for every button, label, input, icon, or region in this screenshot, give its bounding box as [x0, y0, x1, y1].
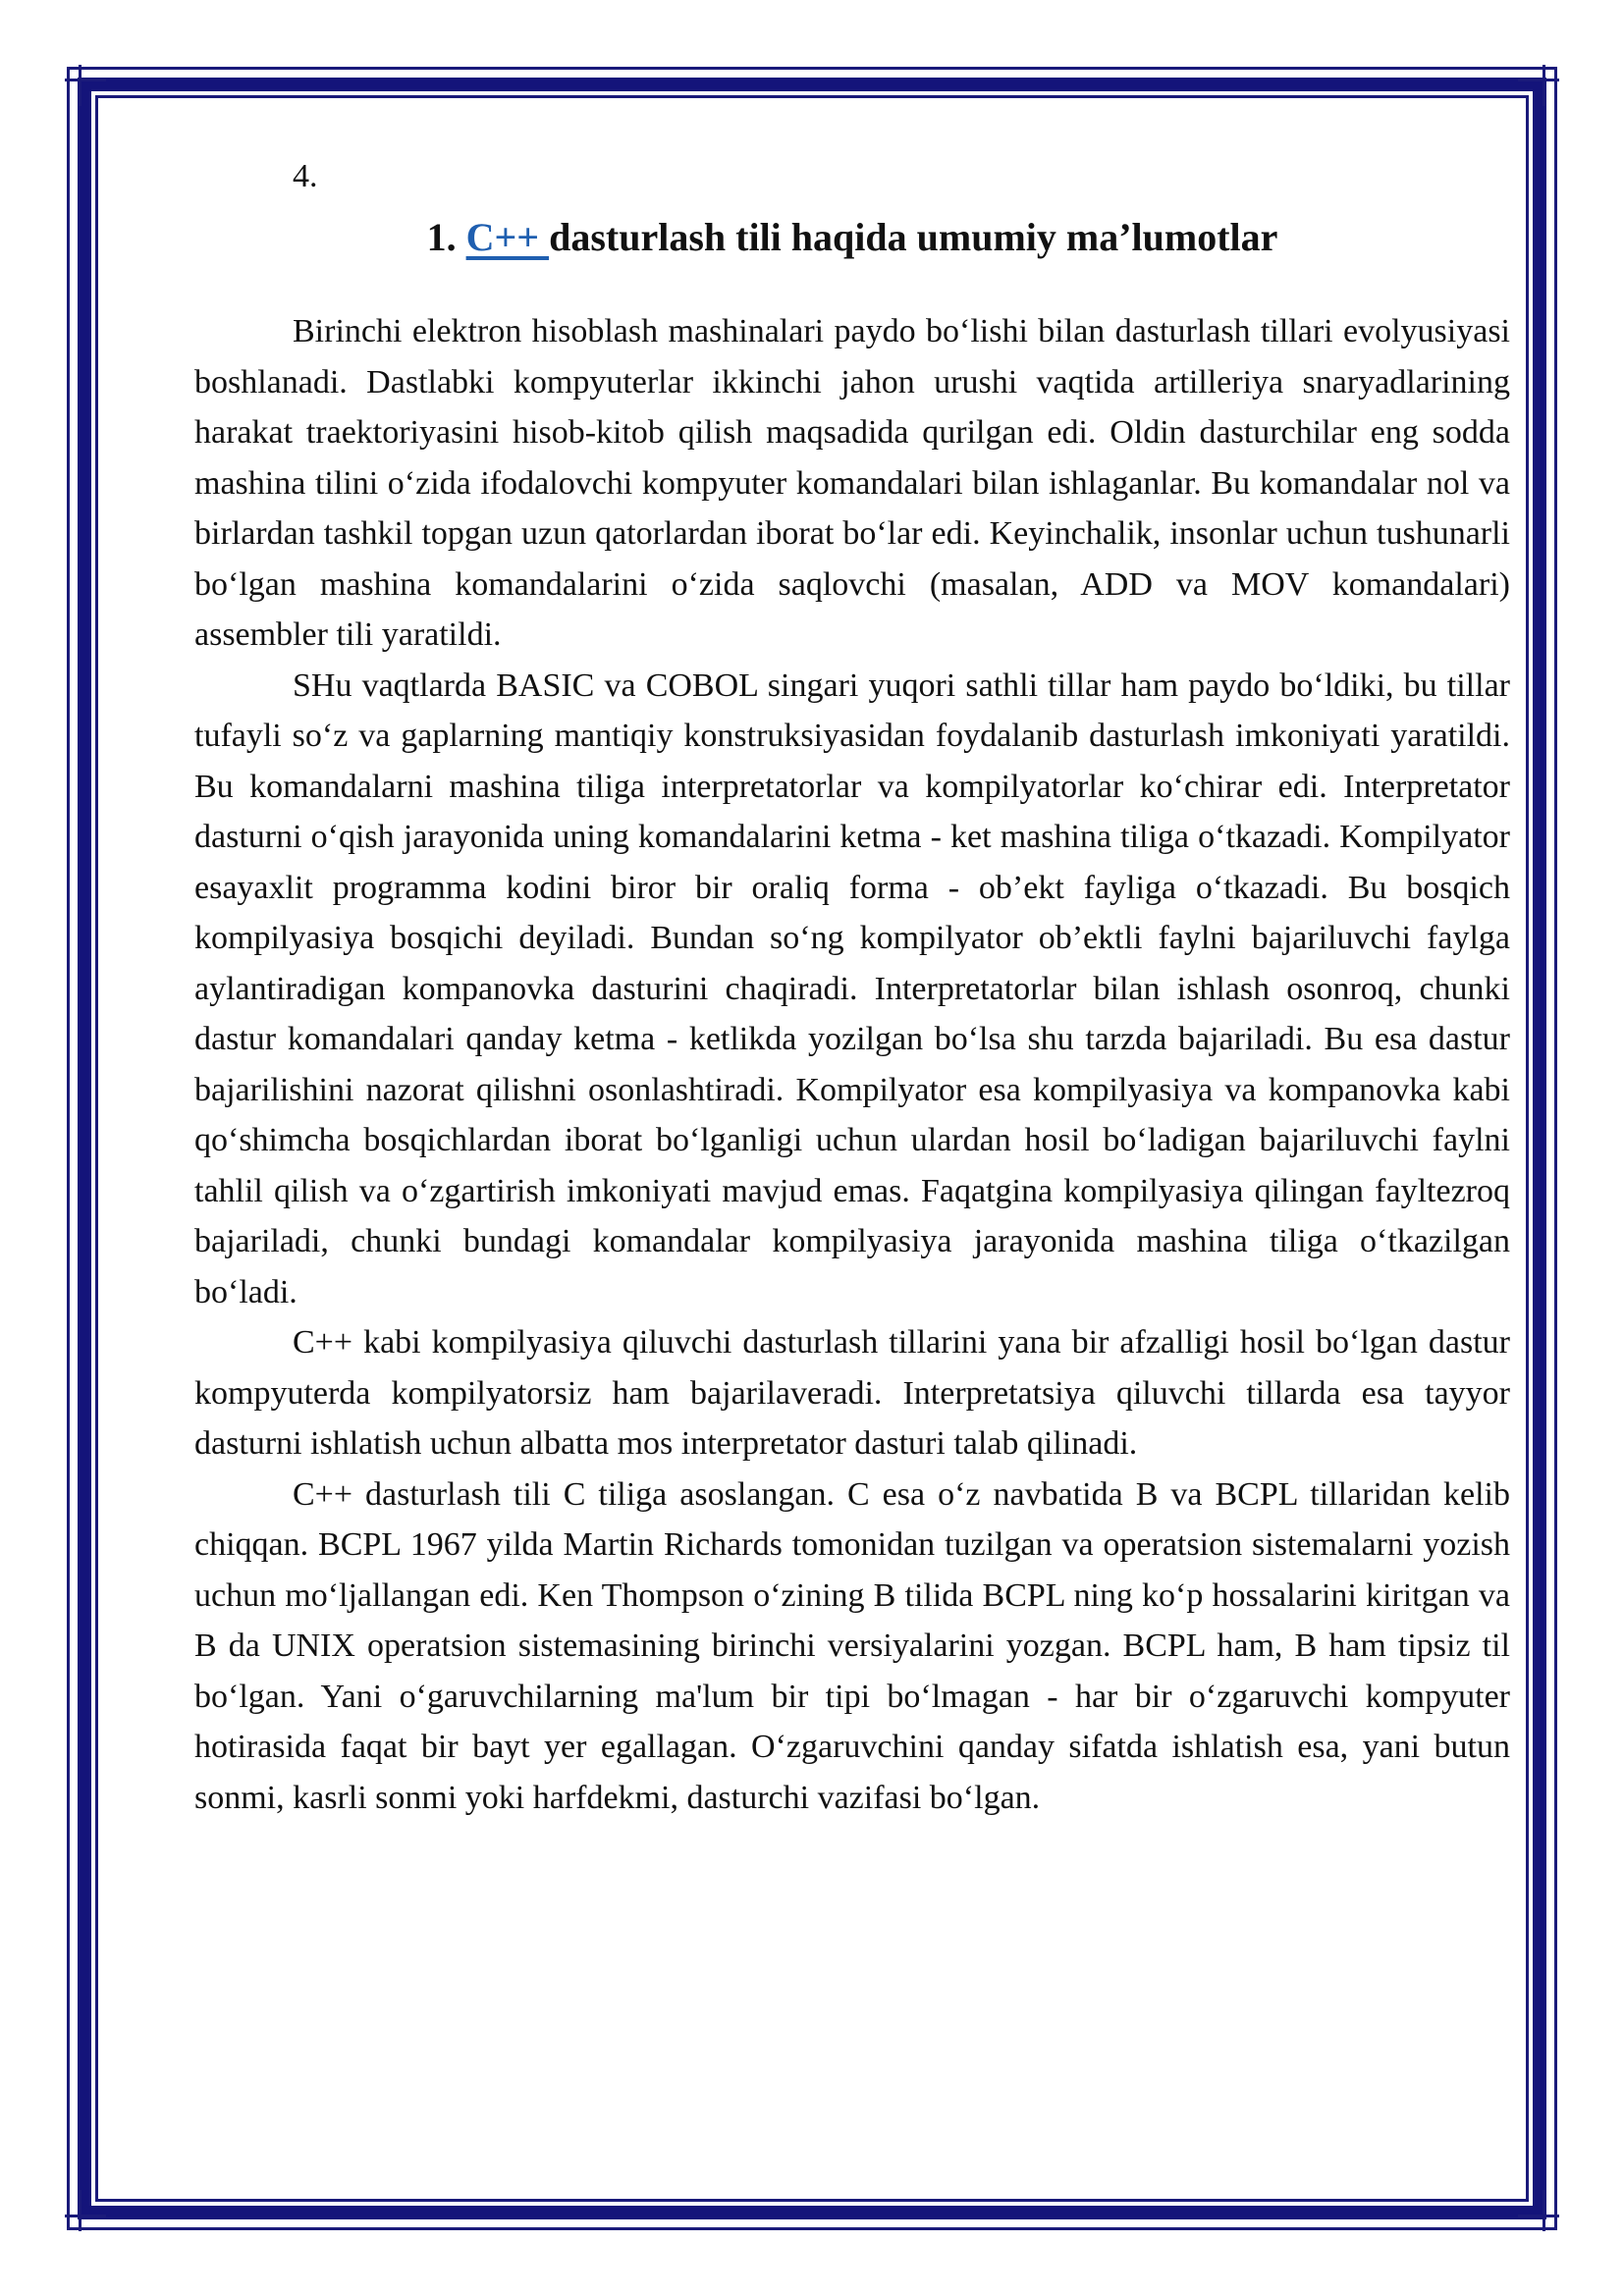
paragraph-3: C++ kabi kompilyasiya qiluvchi dasturlash tillarini yana bir afzalligi hosil bo‘lgan dastur kompyuterda kompilyatorsiz ham bajarilaveradi. Interpretatsiya qiluvchi tillarda esa tayyor dasturni ishlatish uchun albatta mos interpretator dasturi talab qilinadi.: [194, 1324, 1510, 1462]
corner-ornament-bottom-right: [1518, 2190, 1559, 2231]
corner-ornament-top-right: [1518, 65, 1559, 106]
paragraph-1: Birinchi elektron hisoblash mashinalari paydo bo‘lishi bilan dasturlash tillari evolyusiyasi boshlanadi. Dastlabki kompyuterlar ikkinchi jahon urushi vaqtida artilleriya snaryadlarining harakat traektoriyasini hisob-kitob qilish maqsadida qurilgan edi. Oldin dasturchilar eng sodda mashina tilini o‘zida ifodalovchi kompyuter komandalari bilan ishlaganlar. Bu komandalar nol va birlardan tashkil topgan uzun qatorlardan iborat bo‘lar edi. Keyinchalik, insonlar uchun tushunarli bo‘lgan mashina komandalarini o‘zida saqlovchi (masalan, ADD va MOV komandalari) assembler tili yaratildi.: [194, 313, 1510, 653]
page-number: 4.: [293, 158, 318, 194]
corner-ornament-top-left: [65, 65, 106, 106]
heading-link[interactable]: C++: [465, 215, 550, 259]
heading-number: 1.: [426, 215, 457, 259]
corner-ornament-bottom-left: [65, 2190, 106, 2231]
paragraph-4: C++ dasturlash tili C tiliga asoslangan. C esa o‘z navbatida B va BCPL tillaridan kelib chiqqan. BCPL 1967 yilda Martin Richards tomonidan tuzilgan va operatsion sistemalarni yozish uchun mo‘ljallangan edi. Ken Thompson o‘zining B tilida BCPL ning ko‘p hossalarini kiritgan va B da UNIX operatsion sistemasining birinchi versiyalarini yozgan. BCPL ham, B ham tipsiz til bo‘lgan. Yani o‘garuvchilarning ma'lum bir tipi bo‘lmagan - har bir o‘zgaruvchi kompyuter hotirasida faqat bir bayt yer egallagan. O‘zgaruvchini qanday sifatda ishlatish esa, yani butun sonmi, kasrli sonmi yoki harfdekmi, dasturchi vazifasi bo‘lgan.: [194, 1475, 1510, 1816]
heading-title: dasturlash tili haqida umumiy ma’lumotlar: [549, 215, 1278, 259]
document-body: [194, 147, 1510, 1823]
section-heading: [194, 208, 1510, 267]
paragraph-2: SHu vaqtlarda BASIC va COBOL singari yuqori sathli tillar ham paydo bo‘ldiki, bu tillar tufayli so‘z va gaplarning mantiqiy konstruksiyasidan foydalanib dasturlash imkoniyati yaratildi. Bu komandalarni mashina tiliga interpretatorlar va kompilyatorlar ko‘chirar edi. Interpretator dasturni o‘qish jarayonida uning komandalarini ketma - ket mashina tiliga o‘tkazadi. Kompilyator esayaxlit programma kodini biror bir oraliq forma - ob’ekt fayliga o‘tkazadi. Bu bosqich kompilyasiya bosqichi deyiladi. Bundan so‘ng kompilyator ob’ektli faylni bajariluvchi faylga aylantiradigan kompanovka dasturini chaqiradi. Interpretatorlar bilan ishlash osonroq, chunki dastur komandalari qanday ketma - ketlikda yozilgan bo‘lsa shu tarzda bajariladi. Bu esa dastur bajarilishini nazorat qilishni osonlashtiradi. Kompilyator esa kompilyasiya va kompanovka kabi qo‘shimcha bosqichlardan iborat bo‘lganligi uchun ulardan hosil bo‘ladigan bajariluvchi faylni tahlil qilish va o‘zgartirish imkoniyati mavjud emas. Faqatgina kompilyasiya qilingan fayltezroq bajariladi, chunki bundagi komandalar kompilyasiya jarayonida mashina tiliga o‘tkazilgan bo‘ladi.: [194, 667, 1510, 1310]
